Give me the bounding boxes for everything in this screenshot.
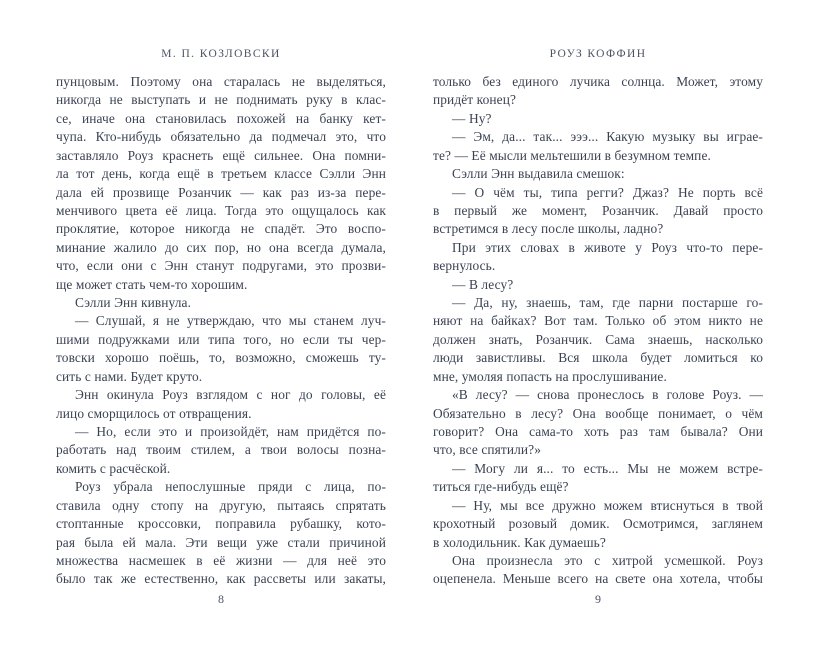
text-line: чупа. Кто-нибудь обязательно да подмечал это, что bbox=[56, 129, 386, 145]
text-line: Обязательно в лесу? Она вообще понимает, о чём bbox=[433, 405, 763, 421]
text-line: что, все спятили?» bbox=[433, 442, 542, 458]
text-line: крохотный розовый домик. Осмотримся, заглянем bbox=[433, 516, 763, 532]
page-number-right: 9 bbox=[595, 592, 601, 606]
text-line: проклятие, которое никогда не спадёт. Это воспо- bbox=[56, 221, 386, 237]
text-line: должен знать, Розанчик. Сама знаешь, насколько bbox=[433, 331, 763, 347]
text-line: работать над твоим стилем, а твои волосы позна- bbox=[56, 442, 386, 458]
text-line: стоптанные кроссовки, поправила рубашку, кото- bbox=[56, 516, 386, 532]
text-line: се, иначе она становилась похожей на банку кет- bbox=[56, 110, 386, 126]
text-line: было так же естественно, как рассветы или закаты, bbox=[56, 571, 386, 587]
page-number-left: 8 bbox=[218, 592, 224, 606]
text-line: «В лесу? — снова пронеслось в голове Роуз. — bbox=[452, 387, 763, 403]
text-line: Энн окинула Роуз взглядом с ног до головы, её bbox=[75, 387, 386, 403]
text-line: лицо сморщилось от отвращения. bbox=[56, 405, 252, 421]
text-line: рая была ей мала. Эти вещи уже стали причиной bbox=[56, 534, 386, 550]
running-head-author: М. П. КОЗЛОВСКИ bbox=[161, 48, 281, 60]
text-line: няют на байках? Вот там. Только об этом никто не bbox=[433, 313, 763, 329]
text-line: Сэлли Энн выдавила смешок: bbox=[452, 166, 625, 182]
text-line: встретимся в лесу после школы, ладно? bbox=[433, 221, 664, 237]
text-line: вернулось. bbox=[433, 258, 496, 274]
text-line: товски хорошо поёшь, то, возможно, сможешь ту- bbox=[56, 350, 386, 366]
text-line: оцепенела. Меньше всего на свете она хотела, чтобы bbox=[433, 571, 763, 587]
text-line: ставила одну стопу на другую, пытаясь спрятать bbox=[56, 497, 386, 513]
text-line: люди завистливы. Вся школа будет ломиться ко bbox=[433, 350, 763, 366]
text-line: минание жалило до сих пор, но она всегда думала, bbox=[56, 239, 386, 255]
text-line: — В лесу? bbox=[452, 276, 514, 292]
text-line: только без единого лучика солнца. Может, этому bbox=[433, 74, 763, 89]
text-line: При этих словах в животе у Роуз что-то пере- bbox=[452, 239, 763, 255]
text-line: — О чём ты, типа регги? Джаз? Не порть всё bbox=[452, 184, 763, 200]
text-line: — Но, если это и произойдёт, нам придётся по- bbox=[75, 424, 386, 440]
text-line: мне, умоляя попасть на прослушивание. bbox=[433, 368, 667, 384]
text-line: множества насмешек в её жизни — для неё это bbox=[56, 552, 386, 568]
text-line: пунцовым. Поэтому она старалась не выделяться, bbox=[56, 74, 386, 89]
page-right-text bbox=[433, 73, 763, 589]
text-line: — Ну, мы все дружно можем втиснуться в твой bbox=[452, 497, 763, 513]
text-line: в первый же момент, Розанчик. Давай просто bbox=[433, 202, 763, 218]
text-line: титься где-нибудь ещё? bbox=[433, 479, 569, 495]
text-line: — Ну? bbox=[452, 110, 492, 126]
page-left bbox=[56, 0, 386, 664]
text-line: дала ей прозвище Розанчик — как раз из-за пере- bbox=[56, 184, 386, 200]
page-left-text bbox=[56, 73, 386, 589]
text-line: Она произнесла это с хитрой усмешкой. Роуз bbox=[452, 552, 763, 568]
text-line: сить с нами. Будет круто. bbox=[56, 368, 203, 384]
text-line: в холодильник. Как думаешь? bbox=[433, 534, 606, 550]
text-line: шими подружками или типа того, но если ты чер- bbox=[56, 331, 386, 347]
text-line: Сэлли Энн кивнула. bbox=[75, 295, 192, 311]
text-line: — Слушай, я не утверждаю, что мы станем луч- bbox=[75, 313, 386, 329]
text-line: ла тот день, когда ещё в третьем классе Сэлли Энн bbox=[56, 166, 386, 182]
text-line: никогда не выступать и не поднимать руку в клас- bbox=[56, 92, 386, 108]
text-line: ще может стать чем-то хорошим. bbox=[56, 276, 248, 292]
text-line: что, если они с Энн станут подругами, это прозви- bbox=[56, 258, 386, 274]
running-head-title: РОУЗ КОФФИН bbox=[549, 48, 647, 60]
text-line: — Могу ли я... то есть... Мы не можем встре- bbox=[452, 460, 763, 476]
page-right bbox=[433, 0, 763, 664]
text-line: придёт конец? bbox=[433, 92, 517, 108]
text-line: Роуз убрала непослушные пряди с лица, по- bbox=[75, 479, 386, 495]
text-line: говорит? Она сама-то хоть раз там бывала? Они bbox=[433, 424, 763, 440]
text-line: — Эм, да... так... эээ... Какую музыку вы играе- bbox=[452, 129, 763, 145]
text-line: комить с расчёской. bbox=[56, 460, 171, 476]
text-line: менчивого цвета её лица. Тогда это ощущалось как bbox=[56, 202, 386, 218]
text-line: те? — Её мысли мельтешили в безумном темпе. bbox=[433, 147, 711, 163]
text-line: заставляло Роуз краснеть ещё сильнее. Она помни- bbox=[56, 147, 386, 163]
text-line: — Да, ну, знаешь, там, где парни постарше го- bbox=[452, 295, 763, 311]
